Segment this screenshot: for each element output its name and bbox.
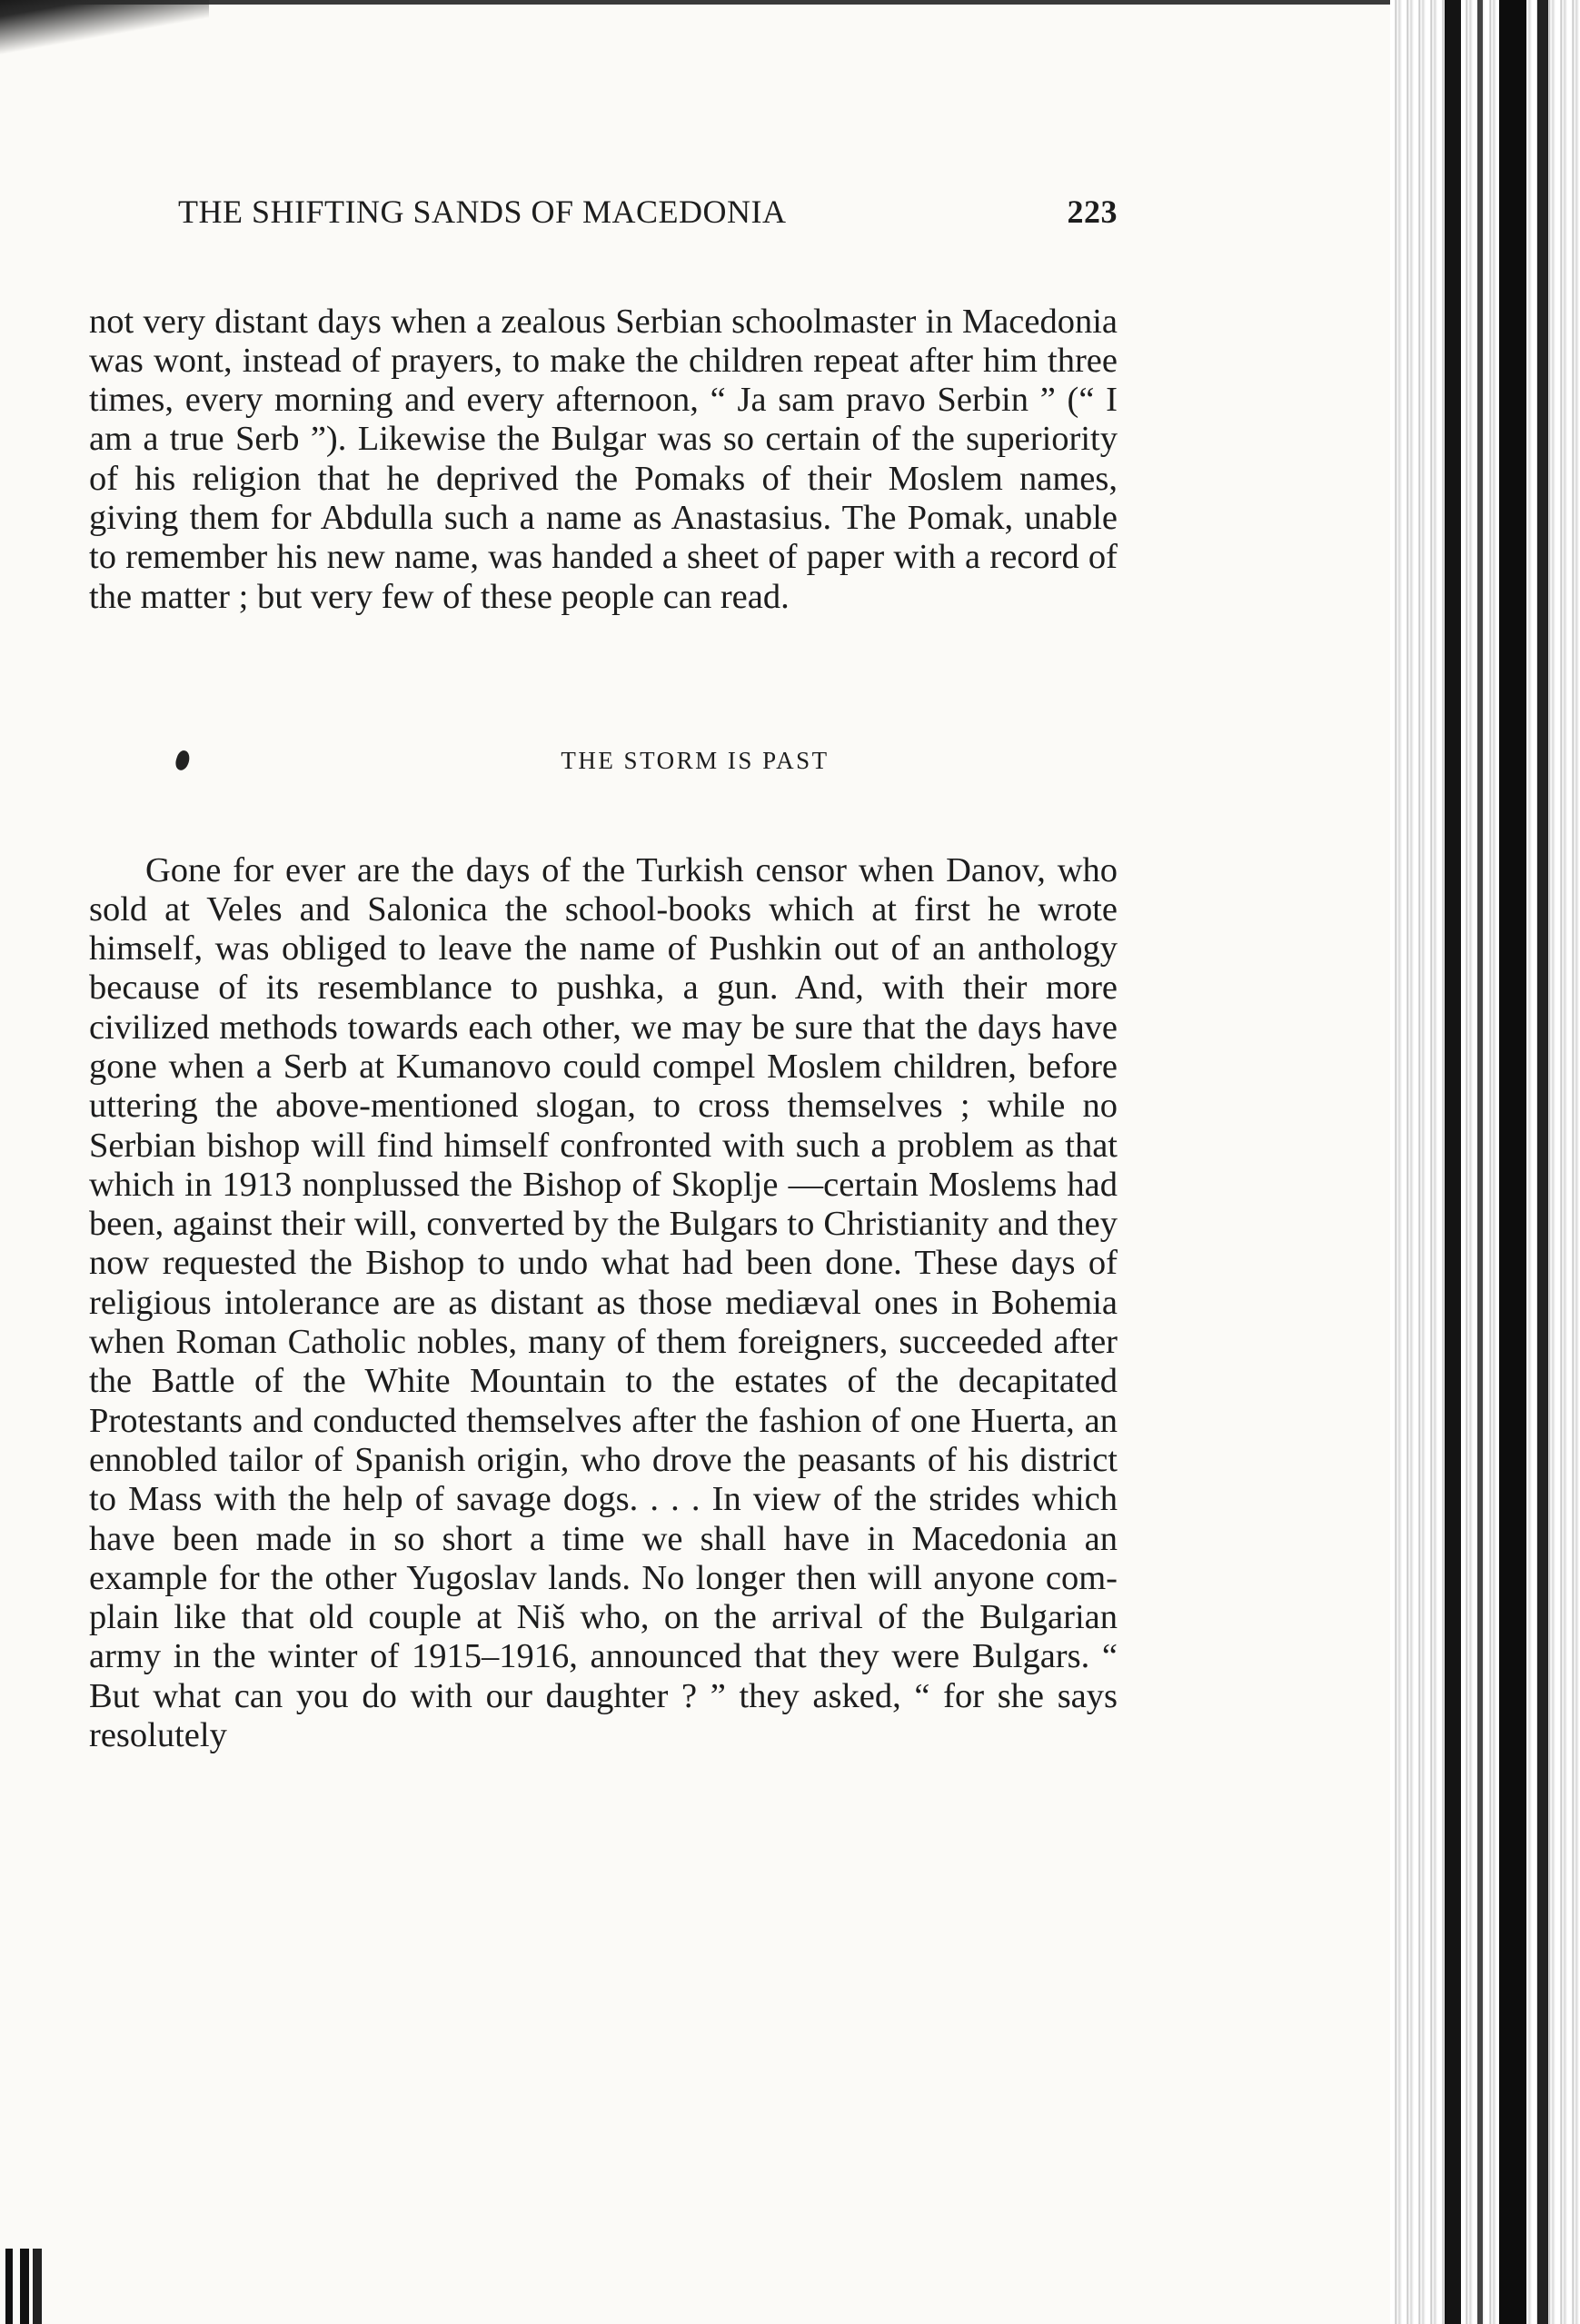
paragraph-body: Gone for ever are the days of the Turkish censor when Danov, who sold at Veles and Salonica the school-books which at first he wrote himself, was obliged to leave the name of Pushkin out of an anthology because of its resemblance to pushka, a gun. And, with their more civilized methods towards each other, we may be sure that the days have gone when a Serb at Kumanovo could compel Moslem children, before uttering the above-mentioned slogan, to cross themselves ; while no Serbian bishop will find himself confronted with such a problem as that which in 1913 nonplussed the Bishop of Skoplje —certain Moslems had been, against their will, converted by the Bulgars to Christianity and they now requested the Bishop to undo what had been done. These days of religious intolerance are as distant as those mediæval ones in Bohemia when Roman Catholic nobles, many of them foreigners, succeeded after the Battle of the White Mountain to the estates of the decapitated Protestants and conducted themselves after the fashion of one Huerta, an ennobled tailor of Spanish origin, who drove the peasants of his district to Mass with the help of savage dogs. . . . In view of the strides which have been made in so short a time we shall have in Macedonia an example for the other Yugoslav lands. No longer then will anyone com-plain like that old couple at Niš who, on the arrival of the Bulgarian army in the winter of 1915–1916, announced that they were Bulgars. “ But what can you do with our daughter ? ” they asked, “ for she says resolutely — [89, 850, 1118, 1755]
paragraph-continued: not very distant days when a zealous Serbian schoolmaster in Macedonia was wont, instead of prayers, to make the children repeat after him three times, every morning and every afternoon, “ Ja sam pravo Serbin ” (“ I am a true Serb ”). Likewise the Bulgar was so certain of the superiority of his religion that he deprived the Pomaks of their Moslem names, giving them for Abdulla such a name as Anastasius. The Pomak, unable to remember his new name, was handed a sheet of paper with a record of the matter ; but very few of these people can read. — [89, 302, 1118, 616]
scan-corner-mark — [5, 2249, 51, 2324]
running-head-title: THE SHIFTING SANDS OF MACEDONIA — [178, 194, 787, 230]
section-heading: THE STORM IS PAST — [561, 747, 830, 774]
page-stack-edge — [1390, 0, 1580, 2324]
page-number: 223 — [1067, 194, 1118, 230]
running-head — [178, 193, 1118, 238]
